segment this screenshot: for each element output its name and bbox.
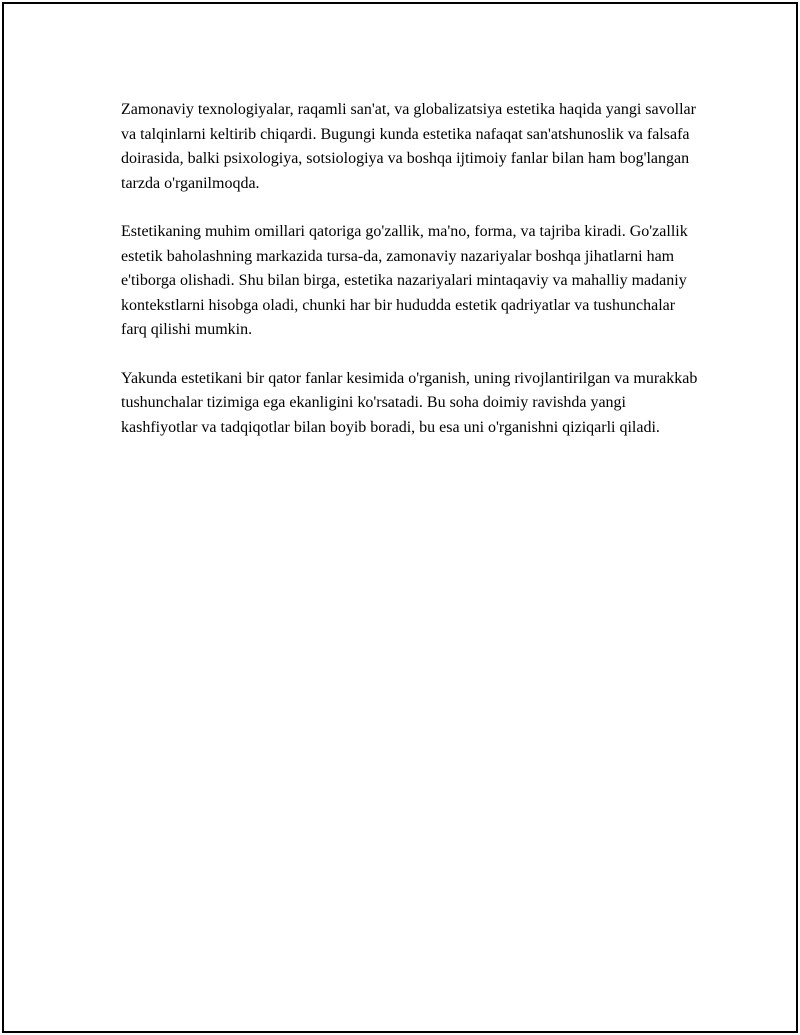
document-body	[121, 98, 701, 464]
page-frame	[2, 2, 798, 1033]
paragraph-2: Estetikaning muhim omillari qatoriga go'zallik, ma'no, forma, va tajriba kiradi. Go'zallik estetik baholashning markazida tursa-da, zamonaviy nazariyalar boshqa jihatlarni ham e'tiborga olishadi. Shu bilan birga, estetika nazariyalari mintaqaviy va mahalliy madaniy kontekstlarni hisobga oladi, chunki har bir hududda estetik qadriyatlar va tushunchalar farq qilishi mumkin.	[121, 223, 688, 338]
paragraph-3: Yakunda estetikani bir qator fanlar kesimida o'rganish, uning rivojlantirilgan va murakkab tushunchalar tizimiga ega ekanligini ko'rsatadi. Bu soha doimiy ravishda yangi kashfiyotlar va tadqiqotlar bilan boyib boradi, bu esa uni o'rganishni qiziqarli qiladi.	[121, 369, 698, 436]
paragraph-1: Zamonaviy texnologiyalar, raqamli san'at, va globalizatsiya estetika haqida yangi savollar va talqinlarni keltirib chiqardi. Bugungi kunda estetika nafaqat san'atshunoslik va falsafa doirasida, balki psixologiya, sotsiologiya va boshqa ijtimoiy fanlar bilan ham bog'langan tarzda o'rganilmoqda.	[121, 101, 696, 192]
